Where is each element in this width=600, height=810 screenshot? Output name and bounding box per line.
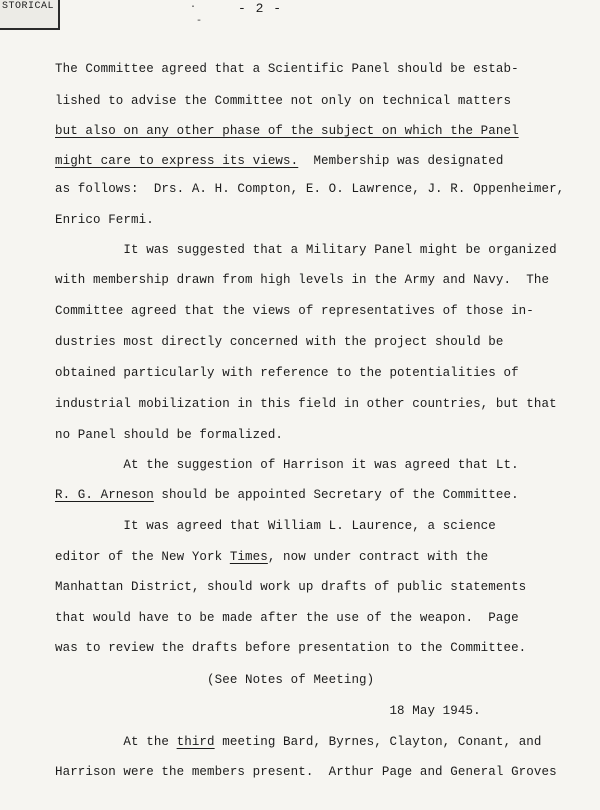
- text-segment: The Committee agreed that a Scientific Panel should be estab-: [55, 62, 519, 76]
- text-segment: dustries most directly concerned with the project should be: [55, 335, 504, 349]
- text-segment: was to review the drafts before presentation to the Committee.: [55, 641, 527, 655]
- text-segment: 18 May 1945.: [55, 704, 481, 718]
- text-segment: At the suggestion of Harrison it was agreed that Lt.: [55, 458, 519, 472]
- text-line: [55, 304, 534, 318]
- text-line: [55, 580, 526, 594]
- text-segment: as follows: Drs. A. H. Compton, E. O. Lawrence, J. R. Oppenheimer,: [55, 182, 565, 196]
- text-segment: meeting Bard, Byrnes, Clayton, Conant, and: [214, 735, 542, 749]
- text-segment: obtained particularly with reference to the potentialities of: [55, 366, 519, 380]
- text-segment: with membership drawn from high levels in the Army and Navy. The: [55, 273, 550, 287]
- page-number: - 2 -: [237, 1, 282, 16]
- text-line: [55, 704, 481, 718]
- text-line: [55, 397, 557, 411]
- text-segment: no Panel should be formalized.: [55, 428, 284, 442]
- text-segment: At the: [55, 735, 177, 749]
- underlined-text: R. G. Arneson: [55, 488, 154, 502]
- text-line: [55, 124, 519, 138]
- text-line: [55, 458, 519, 472]
- archive-stamp: STORICAL: [0, 0, 60, 30]
- text-line: [55, 213, 154, 227]
- text-line: [55, 273, 549, 287]
- text-line: [55, 488, 519, 502]
- text-line: [55, 243, 557, 257]
- text-line: [55, 335, 503, 349]
- text-line: [55, 641, 526, 655]
- text-segment: Membership was designated: [298, 154, 504, 168]
- text-line: [55, 154, 503, 168]
- text-segment: , now under contract with the: [267, 550, 489, 564]
- text-segment: should be appointed Secretary of the Committee.: [153, 488, 519, 502]
- text-segment: lished to advise the Committee not only on technical matters: [55, 94, 512, 108]
- text-line: [55, 735, 542, 749]
- underlined-text: but also on any other phase of the subject on which the Panel: [55, 124, 519, 138]
- text-segment: Committee agreed that the views of representatives of those in-: [55, 304, 534, 318]
- text-segment: Harrison were the members present. Arthur Page and General Groves: [55, 765, 557, 779]
- text-segment: Manhattan District, should work up drafts of public statements: [55, 580, 527, 594]
- text-segment: industrial mobilization in this field in other countries, but that: [55, 397, 557, 411]
- stray-mark: ·: [190, 2, 197, 13]
- text-segment: (See Notes of Meeting): [55, 673, 375, 687]
- underlined-text: might care to express its views.: [55, 154, 299, 168]
- text-segment: It was suggested that a Military Panel might be organized: [55, 243, 557, 257]
- underlined-text: third: [176, 735, 215, 749]
- text-line: [55, 611, 519, 625]
- text-line: [55, 366, 519, 380]
- text-segment: editor of the New York: [55, 550, 230, 564]
- text-segment: It was agreed that William L. Laurence, a science: [55, 519, 496, 533]
- text-line: [55, 182, 564, 196]
- text-line: [55, 519, 496, 533]
- text-line: [55, 428, 283, 442]
- text-line: [55, 62, 519, 76]
- underlined-text: Times: [229, 550, 268, 564]
- stray-mark: -: [196, 16, 203, 27]
- text-line: [55, 673, 374, 687]
- text-line: [55, 765, 557, 779]
- text-line: [55, 550, 488, 564]
- text-segment: Enrico Fermi.: [55, 213, 154, 227]
- text-line: [55, 94, 511, 108]
- text-segment: that would have to be made after the use of the weapon. Page: [55, 611, 519, 625]
